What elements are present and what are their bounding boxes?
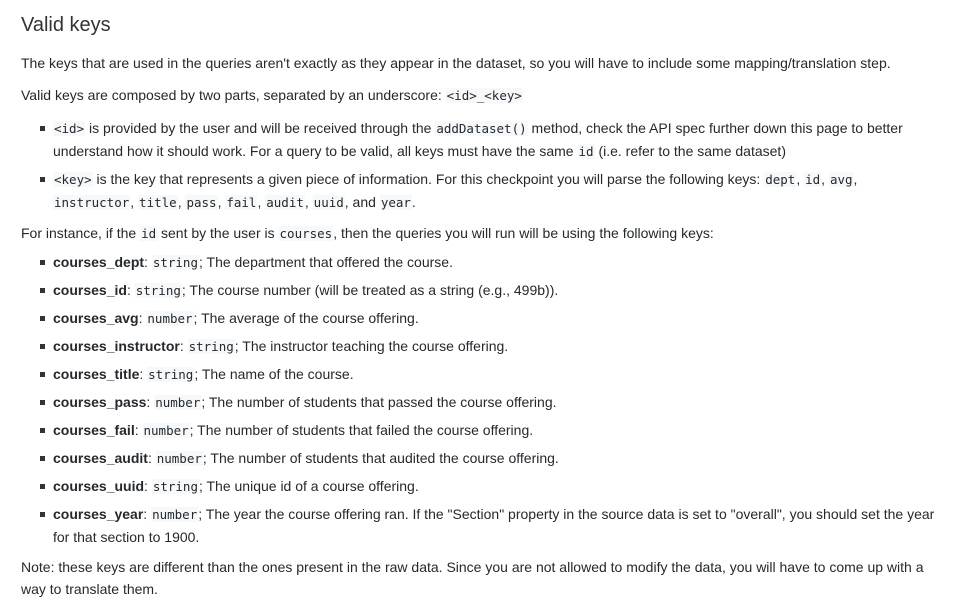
- key-description: ; The number of students that audited the course offering.: [202, 450, 559, 466]
- key-type: string: [188, 339, 234, 354]
- bullet-icon: [40, 456, 45, 461]
- intro-paragraph: The keys that are used in the queries aren't exactly as they appear in the dataset, so you will have to include some mapping/translation step.: [21, 55, 891, 71]
- key-name: courses_uuid: [53, 478, 145, 494]
- note-paragraph: Note: these keys are different than the ones present in the raw data. Since you are not allowed to modify the data, you will have to come up with a way to translate them.: [21, 559, 924, 597]
- key-code: avg: [829, 172, 853, 187]
- key-type: string: [152, 255, 198, 270]
- key-code: title: [139, 195, 177, 210]
- bullet-icon: [40, 288, 45, 293]
- key-code: uuid: [313, 195, 344, 210]
- list-item-course-key: courses_fail: number; The number of students that failed the course offering.: [21, 419, 940, 442]
- bullet-icon: [40, 512, 45, 517]
- key-code: instructor: [54, 195, 130, 210]
- item-text: is provided by the user and will be received through the: [85, 120, 436, 136]
- key-description: ; The department that offered the course.: [198, 254, 453, 270]
- key-name: courses_title: [53, 366, 140, 382]
- inline-code: <key>: [54, 172, 92, 187]
- list-item-course-key: courses_uuid: string; The unique id of a course offering.: [21, 475, 940, 498]
- instance-paragraph: For instance, if the id sent by the user is courses, then the queries you will run will be using the following keys:: [21, 225, 714, 241]
- bullet-icon: [40, 316, 45, 321]
- parts-list: [21, 117, 940, 214]
- list-item-id-part: [21, 117, 940, 163]
- key-name: courses_id: [53, 282, 127, 298]
- list-item-course-key: courses_title: string; The name of the course.: [21, 363, 940, 386]
- key-type: number: [155, 395, 201, 410]
- composition-paragraph: [21, 84, 940, 107]
- key-name: courses_fail: [53, 422, 135, 438]
- key-code: pass: [186, 195, 217, 210]
- list-item-course-key: courses_avg: number; The average of the course offering.: [21, 307, 940, 330]
- list-item-course-key: courses_instructor: string; The instructor teaching the course offering.: [21, 335, 940, 358]
- item-text: (i.e. refer to the same dataset): [594, 143, 786, 159]
- list-item-course-key: courses_dept: string; The department that offered the course.: [21, 251, 940, 274]
- inline-code: id: [578, 144, 594, 159]
- composition-text: Valid keys are composed by two parts, separated by an underscore:: [21, 87, 446, 103]
- item-text: is the key that represents a given piece of information. For this checkpoint you will parse the following keys:: [92, 171, 765, 187]
- course-keys-list: [21, 251, 940, 548]
- inline-code: addDataset(): [436, 121, 527, 136]
- bullet-icon: [40, 344, 45, 349]
- key-name: courses_pass: [53, 394, 147, 410]
- key-name: courses_instructor: [53, 338, 180, 354]
- key-description: ; The course number (will be treated as a string (e.g., 499b)).: [181, 282, 559, 298]
- key-code: fail: [226, 195, 257, 210]
- key-type: string: [148, 367, 194, 382]
- item-text: method, check the API spec further down this page to better understand how it should work. For a query to be valid, all keys must have the same: [53, 120, 903, 159]
- key-name: courses_avg: [53, 310, 139, 326]
- key-description: ; The number of students that failed the course offering.: [189, 422, 534, 438]
- composition-code: <id>_<key>: [446, 88, 522, 103]
- key-name: courses_dept: [53, 254, 145, 270]
- bullet-icon: [40, 260, 45, 265]
- key-description: ; The year the course offering ran. If the "Section" property in the source data is set to "overall", you should set the year for that section to 1900.: [53, 506, 935, 545]
- key-description: ; The average of the course offering.: [193, 310, 419, 326]
- key-code: id: [805, 172, 821, 187]
- key-type: number: [143, 423, 189, 438]
- key-description: ; The unique id of a course offering.: [198, 478, 419, 494]
- key-name: courses_audit: [53, 450, 148, 466]
- key-type: string: [152, 479, 198, 494]
- key-type: number: [152, 507, 198, 522]
- list-item-course-key: courses_audit: number; The number of students that audited the course offering.: [21, 447, 940, 470]
- list-item-course-key: courses_year: number; The year the course offering ran. If the "Section" property in the source data is set to "overall", you should set the year for that section to 1900.: [21, 503, 940, 548]
- bullet-icon: [40, 372, 45, 377]
- key-description: ; The instructor teaching the course offering.: [234, 338, 509, 354]
- inline-code: <id>: [54, 121, 85, 136]
- list-item-key-part: <key> is the key that represents a given piece of information. For this checkpoint you will parse the following keys: dept, id, avg, instructor, title, pass, fail, audit, uuid, and year.: [21, 168, 940, 214]
- bullet-icon: [40, 400, 45, 405]
- bullet-icon: [40, 484, 45, 489]
- bullet-icon: [40, 126, 45, 131]
- key-description: ; The number of students that passed the course offering.: [201, 394, 557, 410]
- bullet-icon: [40, 428, 45, 433]
- key-type: string: [135, 283, 181, 298]
- key-type: number: [156, 451, 202, 466]
- bullet-icon: [40, 177, 45, 182]
- list-item-course-key: courses_id: string; The course number (will be treated as a string (e.g., 499b)).: [21, 279, 940, 302]
- key-code: audit: [266, 195, 304, 210]
- key-type: number: [147, 311, 193, 326]
- inline-code: courses: [279, 226, 333, 241]
- list-item-course-key: courses_pass: number; The number of students that passed the course offering.: [21, 391, 940, 414]
- inline-code: id: [141, 226, 157, 241]
- key-code: dept: [765, 172, 796, 187]
- key-code: year: [380, 195, 411, 210]
- section-heading: Valid keys: [21, 14, 111, 36]
- key-description: ; The name of the course.: [194, 366, 354, 382]
- key-name: courses_year: [53, 506, 144, 522]
